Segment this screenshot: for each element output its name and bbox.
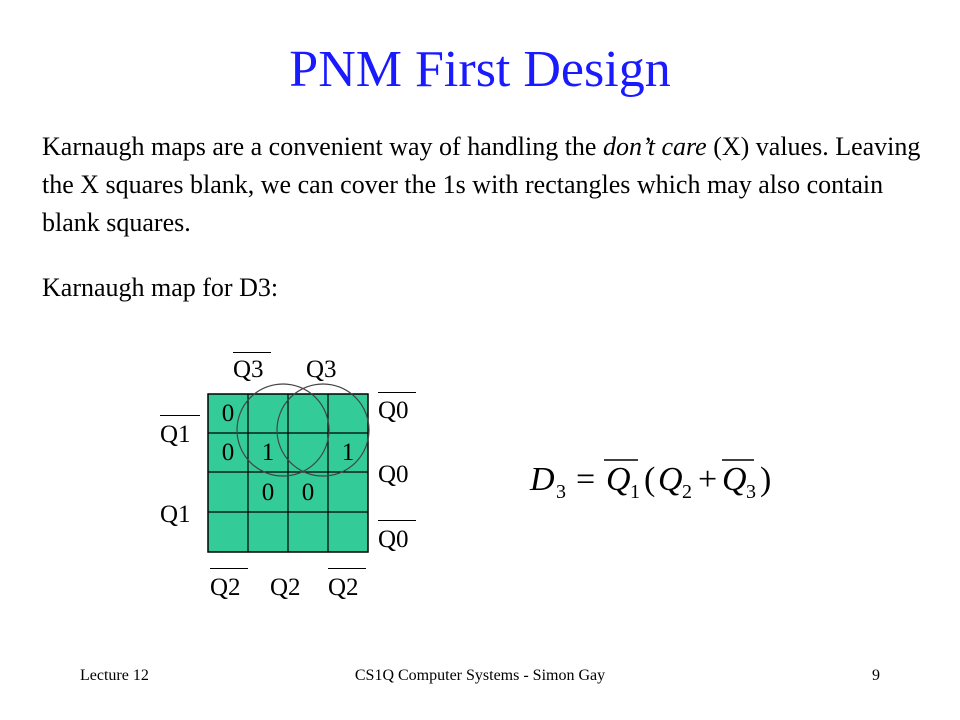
eq-q2-sub: 2 xyxy=(682,481,692,503)
eq-q3-sub: 3 xyxy=(746,481,756,503)
overbar xyxy=(378,392,416,393)
row-label-q0: Q0 xyxy=(378,461,409,488)
row-label-q1: Q1 xyxy=(160,501,191,528)
eq-equals: = xyxy=(576,461,596,498)
kmap-cell: 0 xyxy=(221,400,235,427)
eq-q1: Q xyxy=(606,461,631,498)
d3-equation xyxy=(520,440,800,510)
paragraph-emphasis: don’t care xyxy=(602,132,707,161)
row-label-q1-bar: Q1 xyxy=(160,421,191,448)
footer-lecture: Lecture 12 xyxy=(80,667,149,684)
eq-lhs-sub: 3 xyxy=(556,481,566,503)
eq-q3: Q xyxy=(722,461,747,498)
overbar xyxy=(160,415,200,416)
row-label-q0-bar-bottom: Q0 xyxy=(378,526,409,553)
column-label-q2: Q2 xyxy=(270,574,301,601)
row-label-q0-bar-top: Q0 xyxy=(378,397,409,424)
paragraph-text-1: Karnaugh maps are a convenient way of handling the xyxy=(42,132,603,161)
kmap-cell: 0 xyxy=(261,479,275,506)
column-label-q3-bar: Q3 xyxy=(233,356,264,383)
overbar xyxy=(378,520,416,521)
eq-q2: Q xyxy=(658,461,683,498)
eq-open-paren: ( xyxy=(644,461,656,498)
eq-lhs: D xyxy=(530,461,555,498)
kmap-subheading: Karnaugh map for D3: xyxy=(42,273,279,302)
column-label-q2-bar-right: Q2 xyxy=(328,574,359,601)
kmap-cell: 1 xyxy=(341,439,355,466)
footer-course: CS1Q Computer Systems - Simon Gay xyxy=(354,667,606,684)
overbar xyxy=(233,352,271,353)
footer-page-number: 9 xyxy=(872,667,880,684)
paragraph-text-2: (X) values. Leaving the X squares blank, we can cover the 1s with rectangles which may also contain blank squares. xyxy=(42,132,921,237)
column-label-q2-bar-left: Q2 xyxy=(210,574,241,601)
kmap-cell: 0 xyxy=(301,479,315,506)
slide-title: PNM First Design xyxy=(289,41,671,98)
overbar xyxy=(328,568,366,569)
eq-q1-sub: 1 xyxy=(630,481,640,503)
kmap-cell: 0 xyxy=(221,439,235,466)
overbar xyxy=(210,568,248,569)
eq-plus: + xyxy=(698,461,718,498)
column-label-q3: Q3 xyxy=(306,356,337,383)
eq-close-paren: ) xyxy=(760,461,772,498)
kmap-cell: 1 xyxy=(261,439,275,466)
